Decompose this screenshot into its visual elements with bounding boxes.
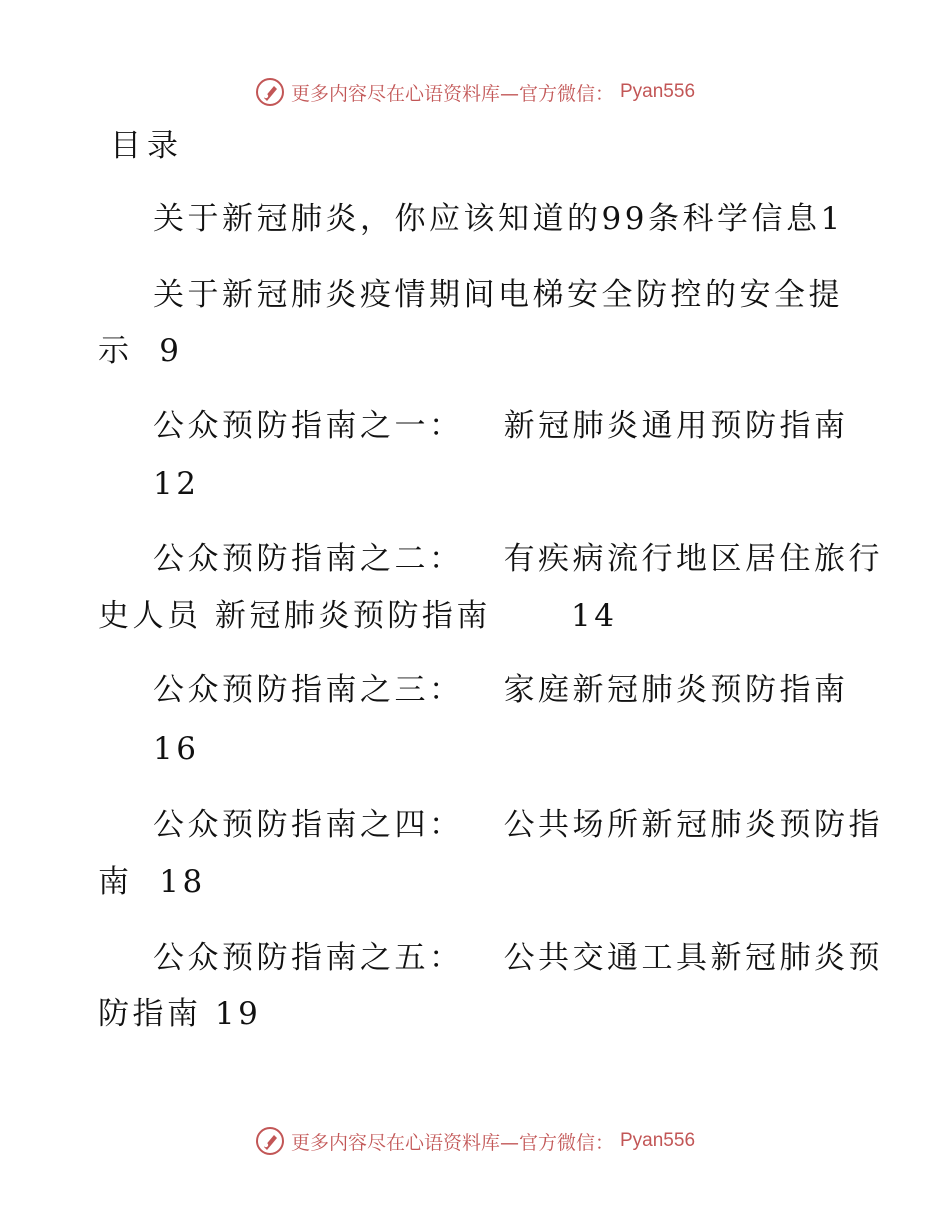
toc-entry-page: 14 [570, 598, 618, 634]
toc-entry-title-line1: 有疾病流行地区居住旅行 [503, 541, 884, 577]
toc-entry-title-line2: 史人员 [98, 598, 202, 634]
watermark-id: Pyan556 [620, 81, 696, 102]
toc-entry-prefix: 公众预防指南之三： [153, 672, 464, 708]
toc-entry-2[interactable] [153, 266, 843, 324]
toc-entry-1[interactable] [153, 190, 844, 248]
toc-entry-title-line1: 公共交通工具新冠肺炎预 [503, 940, 884, 976]
toc-entry-prefix: 公众预防指南之二： [153, 541, 464, 577]
toc-entry-5-page[interactable] [153, 720, 199, 778]
toc-entry-page: 16 [153, 731, 200, 767]
toc-entry-title: 关于新冠肺炎，你应该知道的99条科学信息 [153, 201, 821, 237]
toc-entry-page: 12 [153, 466, 200, 502]
pen-logo-icon [255, 77, 285, 107]
toc-entry-2-cont[interactable] [98, 322, 182, 380]
toc-entry-prefix: 公众预防指南之五： [153, 940, 464, 976]
toc-entry-title-line3: 新冠肺炎预防指南 [214, 598, 491, 634]
toc-entry-3[interactable] [153, 397, 849, 455]
toc-entry-7-cont[interactable] [98, 985, 261, 1043]
toc-entry-3-page[interactable] [153, 455, 199, 513]
toc-entry-4[interactable] [153, 530, 883, 588]
toc-entry-5[interactable] [153, 661, 849, 719]
watermark-text: 更多内容尽在心语资料库—官方微信： [290, 1131, 614, 1154]
toc-entry-title: 新冠肺炎通用预防指南 [503, 408, 849, 444]
toc-entry-title-line1: 关于新冠肺炎疫情期间电梯安全防控的安全提 [153, 277, 843, 313]
toc-entry-title-line1: 公共场所新冠肺炎预防指 [503, 807, 884, 843]
toc-entry-page: 9 [159, 333, 183, 369]
toc-entry-page: 19 [214, 996, 262, 1032]
watermark-header [0, 72, 950, 112]
watermark-id: Pyan556 [620, 1130, 696, 1151]
toc-entry-6-cont[interactable] [98, 853, 206, 911]
watermark-footer [0, 1121, 950, 1161]
toc-entry-page: 18 [159, 864, 206, 900]
toc-entry-title: 家庭新冠肺炎预防指南 [503, 672, 849, 708]
toc-entry-4-cont[interactable] [98, 587, 617, 645]
toc-entry-page: 1 [820, 201, 844, 237]
toc-entry-title-line2: 南 [98, 864, 133, 900]
toc-entry-title-line2: 示 [98, 333, 133, 369]
toc-entry-6[interactable] [153, 796, 883, 854]
toc-entry-prefix: 公众预防指南之一： [153, 408, 464, 444]
watermark-text: 更多内容尽在心语资料库—官方微信： [290, 82, 614, 105]
toc-entry-title-line2: 防指南 [98, 996, 202, 1032]
toc-entry-7[interactable] [153, 929, 883, 987]
toc-title: 目录 [110, 128, 184, 164]
toc-entry-prefix: 公众预防指南之四： [153, 807, 464, 843]
pen-logo-icon [255, 1126, 285, 1156]
